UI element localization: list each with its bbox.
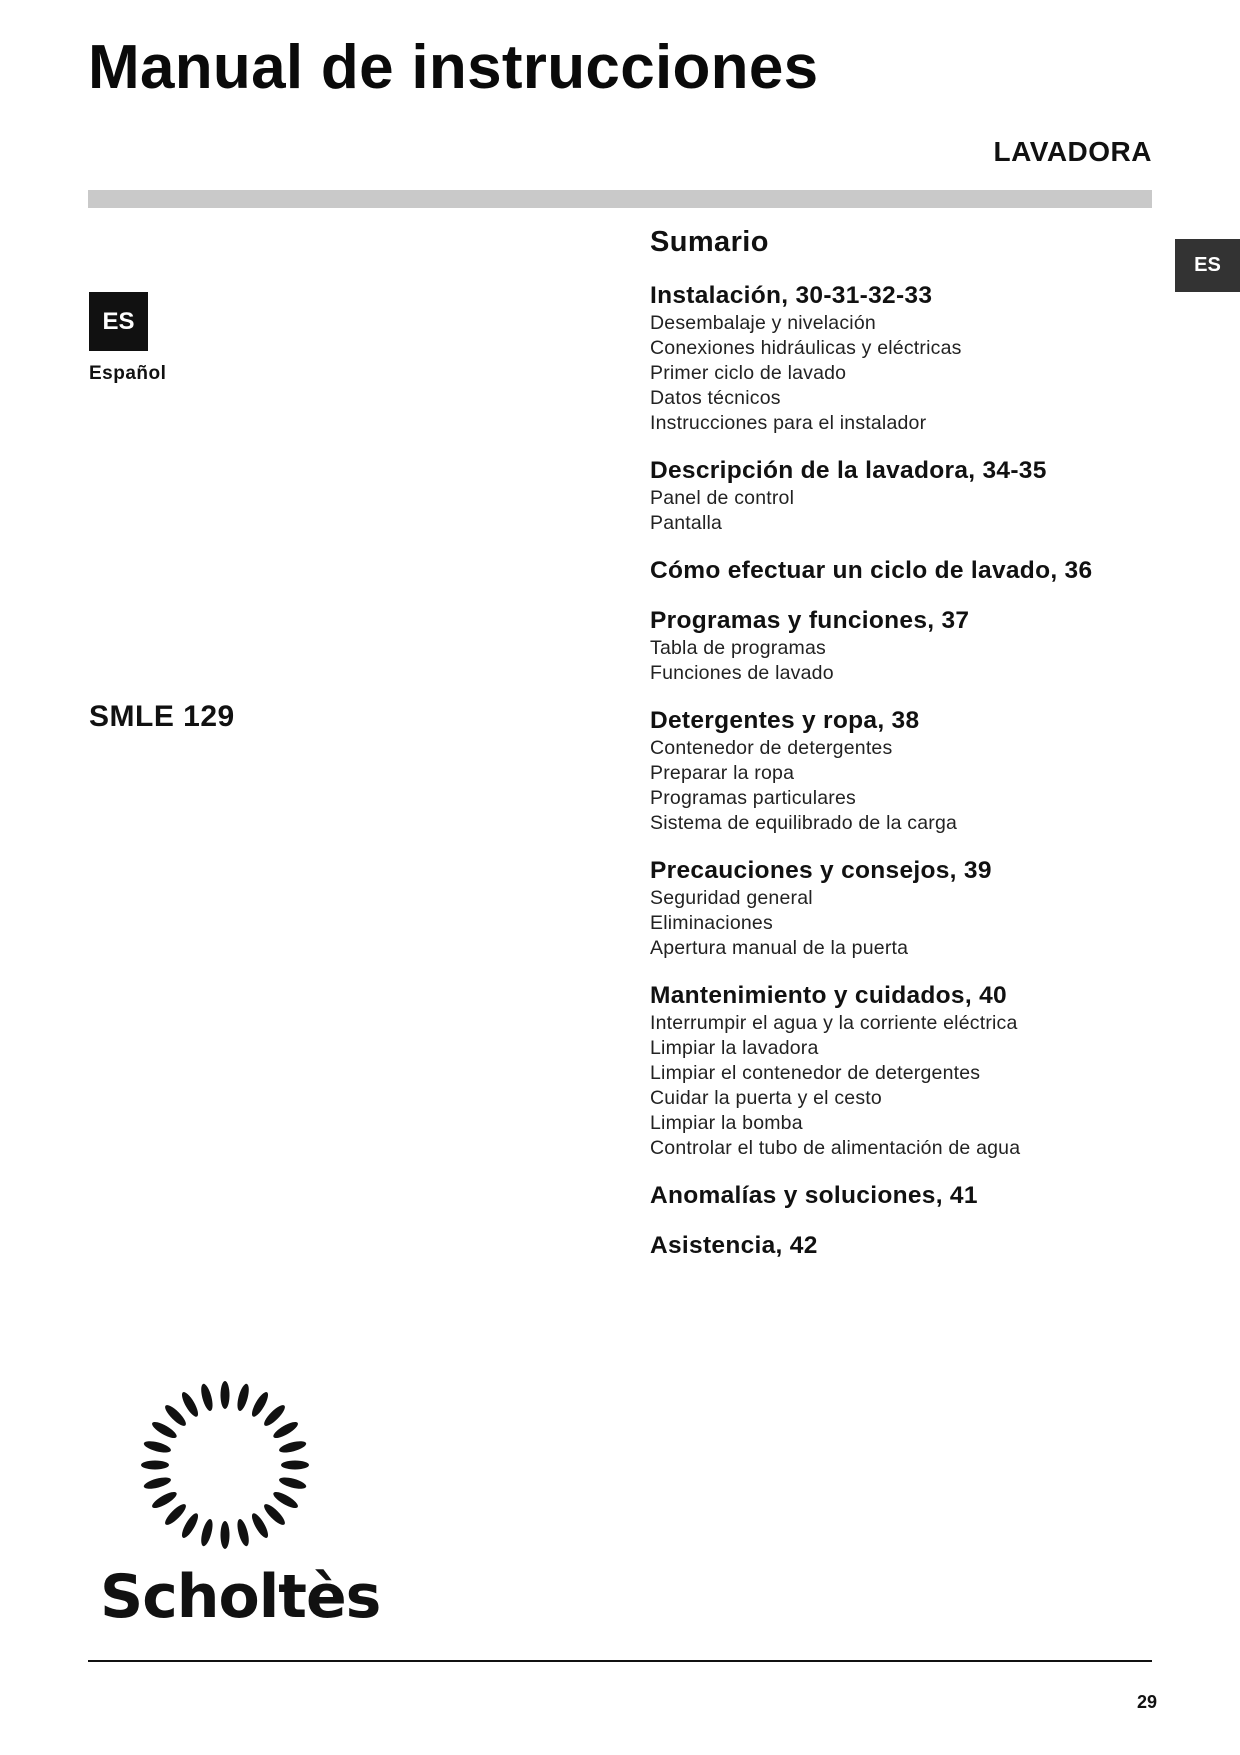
product-type: LAVADORA [993, 136, 1152, 167]
sun-ray-icon [281, 1461, 309, 1470]
sun-ray-icon [150, 1489, 179, 1511]
footer-rule [88, 1660, 1152, 1662]
toc-item: Primer ciclo de lavado [650, 362, 847, 384]
sun-ray-icon [162, 1501, 188, 1527]
sun-ray-icon [221, 1381, 230, 1409]
sun-ray-icon [235, 1383, 251, 1412]
toc-section [650, 1180, 1150, 1211]
sun-burst-logo-icon [100, 1370, 360, 1570]
toc-item: Controlar el tubo de alimentación de agua [650, 1137, 1021, 1159]
toc-section-title: Programas y funciones, 37 [650, 607, 970, 634]
sun-ray-icon [271, 1419, 300, 1441]
toc-item: Sistema de equilibrado de la carga [650, 812, 958, 834]
toc-section [650, 855, 1150, 961]
toc-item: Eliminaciones [650, 912, 773, 934]
sun-ray-icon [162, 1402, 188, 1428]
toc-section-title: Detergentes y ropa, 38 [650, 707, 920, 734]
toc-section-title: Mantenimiento y cuidados, 40 [650, 982, 1007, 1009]
toc-item: Instrucciones para el instalador [650, 412, 927, 434]
toc-item: Preparar la ropa [650, 762, 795, 784]
toc-section-title: Cómo efectuar un ciclo de lavado, 36 [650, 557, 1093, 584]
model-name: SMLE 129 [89, 700, 235, 733]
sun-ray-icon [235, 1518, 251, 1547]
sun-ray-icon [271, 1489, 300, 1511]
toc-item: Pantalla [650, 512, 723, 534]
toc-item: Cuidar la puerta y el cesto [650, 1087, 882, 1109]
sun-ray-icon [199, 1383, 215, 1412]
toc-item: Contenedor de detergentes [650, 737, 893, 759]
sun-ray-icon [261, 1501, 287, 1527]
toc-item: Conexiones hidráulicas y eléctricas [650, 337, 962, 359]
sun-ray-icon [141, 1461, 169, 1470]
toc-item: Panel de control [650, 487, 795, 509]
brand-name: Scholtès [100, 1562, 381, 1632]
sun-ray-icon [179, 1390, 201, 1419]
toc-item: Desembalaje y nivelación [650, 312, 876, 334]
toc-item: Funciones de lavado [650, 662, 834, 684]
toc-item: Limpiar la bomba [650, 1112, 803, 1134]
sun-ray-icon [278, 1439, 307, 1455]
sun-ray-icon [249, 1511, 271, 1540]
brand-logo [100, 1370, 381, 1640]
sun-ray-icon [143, 1439, 172, 1455]
toc-item: Interrumpir el agua y la corriente eléctrica [650, 1012, 1018, 1034]
toc-item: Tabla de programas [650, 637, 826, 659]
toc-section [650, 605, 1150, 686]
sun-ray-icon [261, 1402, 287, 1428]
page-number: 29 [1136, 1692, 1157, 1712]
header-bar [88, 190, 1152, 208]
toc-section [650, 555, 1150, 586]
language-label: Español [89, 363, 167, 384]
sun-ray-icon [143, 1475, 172, 1491]
sun-ray-icon [278, 1475, 307, 1491]
toc-section-title: Descripción de la lavadora, 34-35 [650, 457, 1047, 484]
sun-ray-icon [199, 1518, 215, 1547]
toc-section [650, 705, 1150, 836]
toc-item: Programas particulares [650, 787, 856, 809]
toc-section [650, 1230, 1150, 1261]
sun-ray-icon [179, 1511, 201, 1540]
toc-section-title: Precauciones y consejos, 39 [650, 857, 992, 884]
toc-item: Datos técnicos [650, 387, 781, 409]
page-title: Manual de instrucciones [88, 33, 819, 102]
toc-section [650, 280, 1150, 436]
sun-ray-icon [221, 1521, 230, 1549]
sun-ray-icon [150, 1419, 179, 1441]
language-badge: ES [89, 292, 148, 351]
toc-item: Limpiar la lavadora [650, 1037, 819, 1059]
toc-section-title: Asistencia, 42 [650, 1232, 818, 1259]
language-side-tab: ES [1175, 239, 1240, 292]
toc-item: Seguridad general [650, 887, 813, 909]
toc-section-title: Instalación, 30-31-32-33 [650, 282, 933, 309]
toc-section-title: Anomalías y soluciones, 41 [650, 1182, 978, 1209]
toc-item: Apertura manual de la puerta [650, 937, 909, 959]
toc-section [650, 455, 1150, 536]
toc-item: Limpiar el contenedor de detergentes [650, 1062, 981, 1084]
toc-section [650, 980, 1150, 1161]
sun-ray-icon [249, 1390, 271, 1419]
toc-heading: Sumario [650, 226, 769, 258]
